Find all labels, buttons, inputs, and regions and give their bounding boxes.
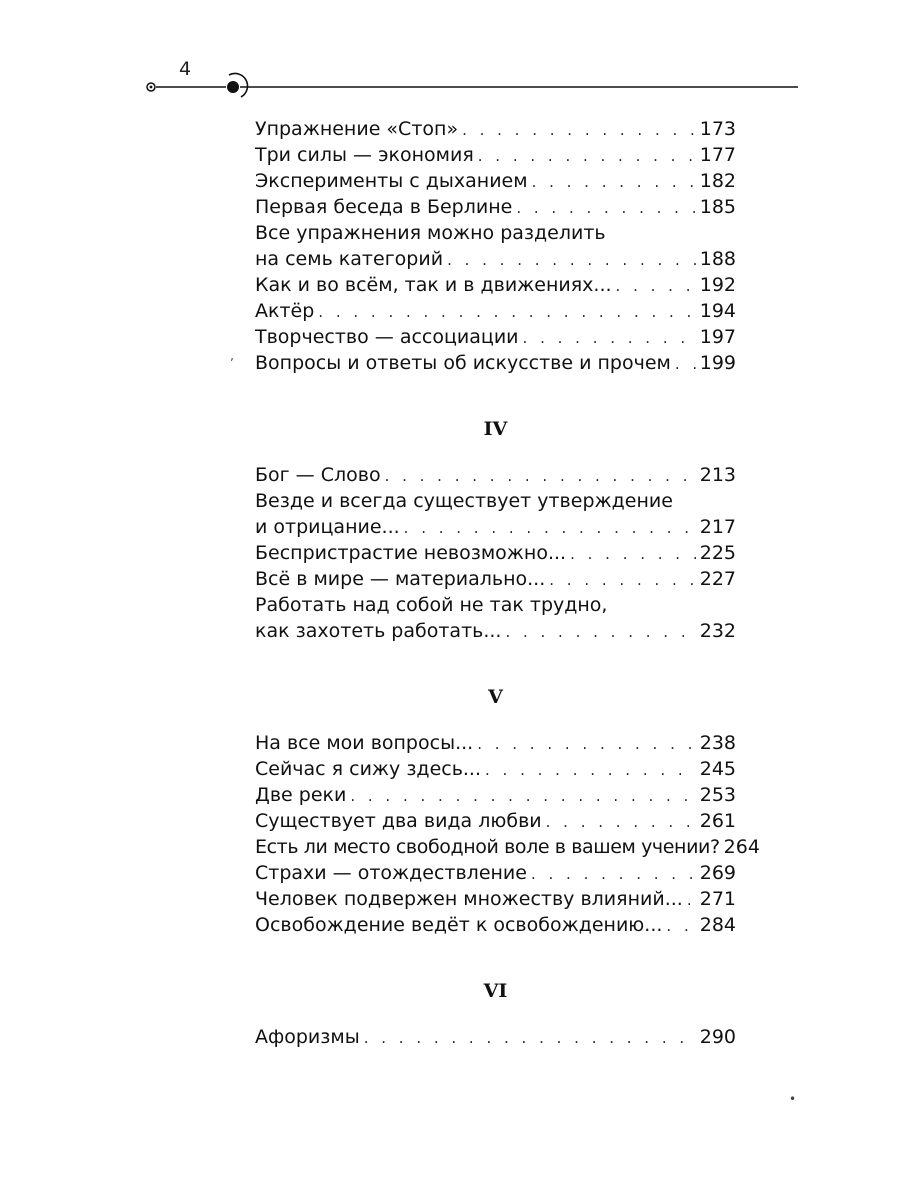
dot-leader (364, 1025, 696, 1051)
dot-leader (675, 351, 696, 377)
dot-leader (666, 913, 695, 939)
toc-entry-page: 245 (699, 758, 736, 780)
dot-leader (532, 169, 696, 195)
toc-entry-title: Существует два вида любви (255, 810, 542, 832)
toc-entry-page: 217 (699, 516, 736, 538)
dot-leader (385, 463, 696, 489)
toc-entry-line (255, 592, 736, 618)
dot-leader (687, 887, 696, 913)
section-spacer (255, 442, 736, 462)
toc-entry-title: Эксперименты с дыханием (255, 170, 528, 192)
section-heading-vi: VI (483, 980, 508, 1002)
dot-leader (570, 541, 696, 567)
dot-leader (477, 731, 696, 757)
toc-entry (255, 860, 736, 886)
toc-entry-page: 199 (699, 352, 736, 374)
toc-entry-title: Страхи — отождествление (255, 862, 527, 884)
toc-entry (255, 592, 736, 644)
dot-leader (478, 143, 696, 169)
dot-leader (546, 809, 696, 835)
toc-entry-line (255, 350, 736, 376)
toc-entry-line (255, 782, 736, 808)
toc-entry (255, 324, 736, 350)
toc-entry-page: 261 (699, 810, 736, 832)
toc-entry-title: Сейчас я сижу здесь... (255, 758, 482, 780)
toc-entry (255, 142, 736, 168)
dot-leader (516, 195, 695, 221)
dot-leader (523, 325, 696, 351)
toc-entry-line (255, 514, 736, 540)
toc-entry-title: На все мои вопросы... (255, 732, 474, 754)
toc-entry-title-continued: на семь категорий (255, 248, 444, 270)
toc-entry-page: 284 (699, 914, 736, 936)
dot-leader (485, 757, 696, 783)
dot-leader (549, 567, 695, 593)
toc-entry-title: Освобождение ведёт к освобождению... (255, 914, 663, 936)
toc-entry-page: 271 (699, 888, 736, 910)
toc-entry-line (255, 1024, 736, 1050)
toc-entry-title: Афоризмы (255, 1026, 360, 1048)
toc-entry-page: 227 (699, 568, 736, 590)
dot-leader (404, 515, 696, 541)
toc-entry-title: Актёр (255, 300, 315, 322)
toc-entry (255, 350, 736, 376)
toc-entry-page: 238 (699, 732, 736, 754)
toc-entry-page: 290 (699, 1026, 736, 1048)
toc-entry-line (255, 298, 736, 324)
toc-entry-page: 232 (699, 620, 736, 642)
toc-entry (255, 730, 736, 756)
toc-entry-page: 264 (723, 836, 760, 858)
toc-entry (255, 116, 736, 142)
toc-entry-line (255, 488, 736, 514)
toc-entry-line (255, 730, 736, 756)
toc-entry-page: 177 (699, 144, 736, 166)
small-dot-icon (150, 86, 153, 89)
toc-entry-line (255, 566, 736, 592)
toc-entry-page: 185 (699, 196, 736, 218)
toc-entry (255, 834, 760, 860)
toc-entry-title: Беспристрастие невозможно... (255, 542, 567, 564)
toc-entry-line (255, 142, 736, 168)
toc-entry (255, 272, 736, 298)
toc-entry (255, 782, 736, 808)
toc-entry (255, 220, 736, 272)
toc-entry (255, 298, 736, 324)
toc-entry-title: Все упражнения можно разделить (255, 222, 606, 244)
toc-entry-line (255, 272, 736, 298)
toc-entry-line (255, 756, 736, 782)
toc-entry-page: 269 (699, 862, 736, 884)
section-heading-v: V (488, 686, 503, 708)
dot-leader (462, 117, 696, 143)
toc-entry-title: Две реки (255, 784, 347, 806)
toc-entry-line (255, 220, 736, 246)
toc-entry (255, 168, 736, 194)
dot-leader (318, 299, 695, 325)
toc-entry-page: 213 (699, 464, 736, 486)
toc-entry-title: Бог — Слово (255, 464, 381, 486)
toc-entry-title-continued: как захотеть работать... (255, 620, 502, 642)
toc-entry-page: 253 (699, 784, 736, 806)
toc-entry-line (255, 116, 736, 142)
toc-entry-page: 192 (699, 274, 736, 296)
toc-entry (255, 566, 736, 592)
toc-entry (255, 540, 736, 566)
toc-entry-title: Творчество — ассоциации (255, 326, 519, 348)
dot-leader (531, 861, 696, 887)
toc-entry-line (255, 246, 736, 272)
toc-entry-title: Человек подвержен множеству влияний... (255, 888, 683, 910)
page-header (0, 0, 900, 110)
toc-entry (255, 194, 736, 220)
scan-speck: • (789, 1092, 797, 1106)
toc-entry-line (255, 324, 736, 350)
scan-speck: ʼ (230, 356, 234, 370)
toc-entry-line (255, 912, 736, 938)
table-of-contents (255, 116, 760, 1050)
toc-entry-title-continued: и отрицание... (255, 516, 400, 538)
toc-entry-title: Как и во всём, так и в движениях... (255, 274, 612, 296)
toc-entry-line (255, 194, 736, 220)
toc-entry-line (255, 540, 736, 566)
toc-entry-title: Всё в мире — материально... (255, 568, 546, 590)
section-heading-iv: IV (483, 418, 508, 440)
toc-entry (255, 488, 736, 540)
toc-entry-page: 173 (699, 118, 736, 140)
toc-entry-title: Есть ли место свободной воле в вашем учении? (255, 836, 720, 858)
toc-entry-page: 194 (699, 300, 736, 322)
toc-entry-title: Три силы — экономия (255, 144, 474, 166)
toc-entry (255, 462, 736, 488)
toc-entry (255, 756, 736, 782)
section-spacer (255, 644, 736, 684)
large-dot-icon (227, 81, 239, 93)
toc-entry-line (255, 808, 736, 834)
toc-section-6 (255, 1024, 736, 1050)
toc-entry-title: Везде и всегда существует утверждение (255, 490, 673, 512)
toc-entry (255, 912, 736, 938)
toc-entry-line (255, 462, 736, 488)
toc-entry-title: Первая беседа в Берлине (255, 196, 513, 218)
dot-leader (447, 247, 696, 273)
section-spacer (255, 376, 736, 416)
toc-entry-page: 197 (699, 326, 736, 348)
page-number: 4 (179, 58, 192, 80)
section-spacer (255, 1004, 736, 1024)
toc-entry-page: 182 (699, 170, 736, 192)
toc-entry (255, 1024, 736, 1050)
toc-entry-line (255, 618, 736, 644)
toc-entry-line (255, 834, 760, 860)
toc-section-5 (255, 730, 760, 938)
toc-entry-page: 188 (699, 248, 736, 270)
toc-section-4 (255, 462, 736, 644)
toc-entry-page: 225 (699, 542, 736, 564)
toc-entry-title: Упражнение «Стоп» (255, 118, 459, 140)
toc-entry (255, 808, 736, 834)
dot-leader (616, 273, 696, 299)
toc-entry-line (255, 168, 736, 194)
toc-entry-title: Вопросы и ответы об искусстве и прочем (255, 352, 671, 374)
dot-leader (350, 783, 695, 809)
toc-entry-title: Работать над собой не так трудно, (255, 594, 608, 616)
toc-entry-line (255, 886, 736, 912)
toc-entry-line (255, 860, 736, 886)
toc-entry (255, 886, 736, 912)
section-spacer (255, 938, 736, 978)
toc-section-3 (255, 116, 736, 376)
section-spacer (255, 710, 736, 730)
dot-leader (505, 619, 695, 645)
header-rule-ornament (0, 0, 900, 110)
